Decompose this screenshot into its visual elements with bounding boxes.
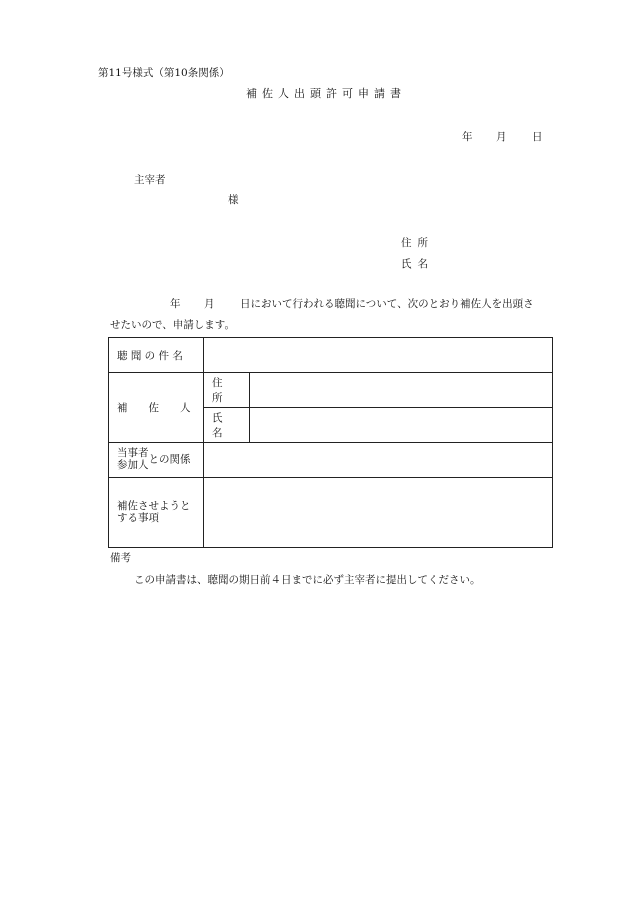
date-day-label: 日 (532, 131, 543, 143)
assistant-address-label: 住所 (204, 373, 250, 408)
remarks-text: この申請書は、聴聞の期日前４日までに必ず主宰者に提出してください。 (134, 574, 481, 586)
application-table (108, 337, 553, 548)
assistant-address-field[interactable] (250, 373, 553, 408)
addressee-label: 主宰者 (134, 174, 166, 186)
matters-label: 補佐させようとする事項 (109, 478, 204, 548)
hearing-case-field[interactable] (204, 338, 553, 373)
body-text-line2: せたいので、申請します。 (110, 319, 235, 331)
page-title: 補佐人出頭許可申請書 (246, 87, 406, 100)
body-year-label: 年 (170, 298, 181, 310)
assistant-name-field[interactable] (250, 408, 553, 443)
applicant-name-label: 氏名 (401, 258, 434, 270)
matters-field[interactable] (204, 478, 553, 548)
form-number: 第11号様式（第10条関係） (98, 67, 230, 79)
relation-field[interactable] (204, 443, 553, 478)
assistant-label: 補 佐 人 (109, 373, 204, 443)
relation-party-stack (117, 448, 149, 471)
relation-participant-label: 参加人 (117, 459, 149, 471)
applicant-address-label: 住所 (401, 237, 434, 249)
relation-suffix-label: との関係 (148, 454, 191, 466)
remarks-label: 備考 (110, 552, 131, 564)
date-month-label: 月 (496, 131, 507, 143)
addressee-honorific: 様 (228, 194, 239, 206)
relation-party-label: 当事者 (117, 447, 149, 460)
body-text-line1: 日において行われる聴聞について、次のとおり補佐人を出頭さ (240, 298, 534, 310)
body-month-label: 月 (204, 298, 215, 310)
assistant-name-label: 氏名 (204, 408, 250, 443)
date-year-label: 年 (462, 131, 473, 143)
relation-label (109, 443, 204, 478)
hearing-case-label: 聴 聞 の 件 名 (109, 338, 204, 373)
